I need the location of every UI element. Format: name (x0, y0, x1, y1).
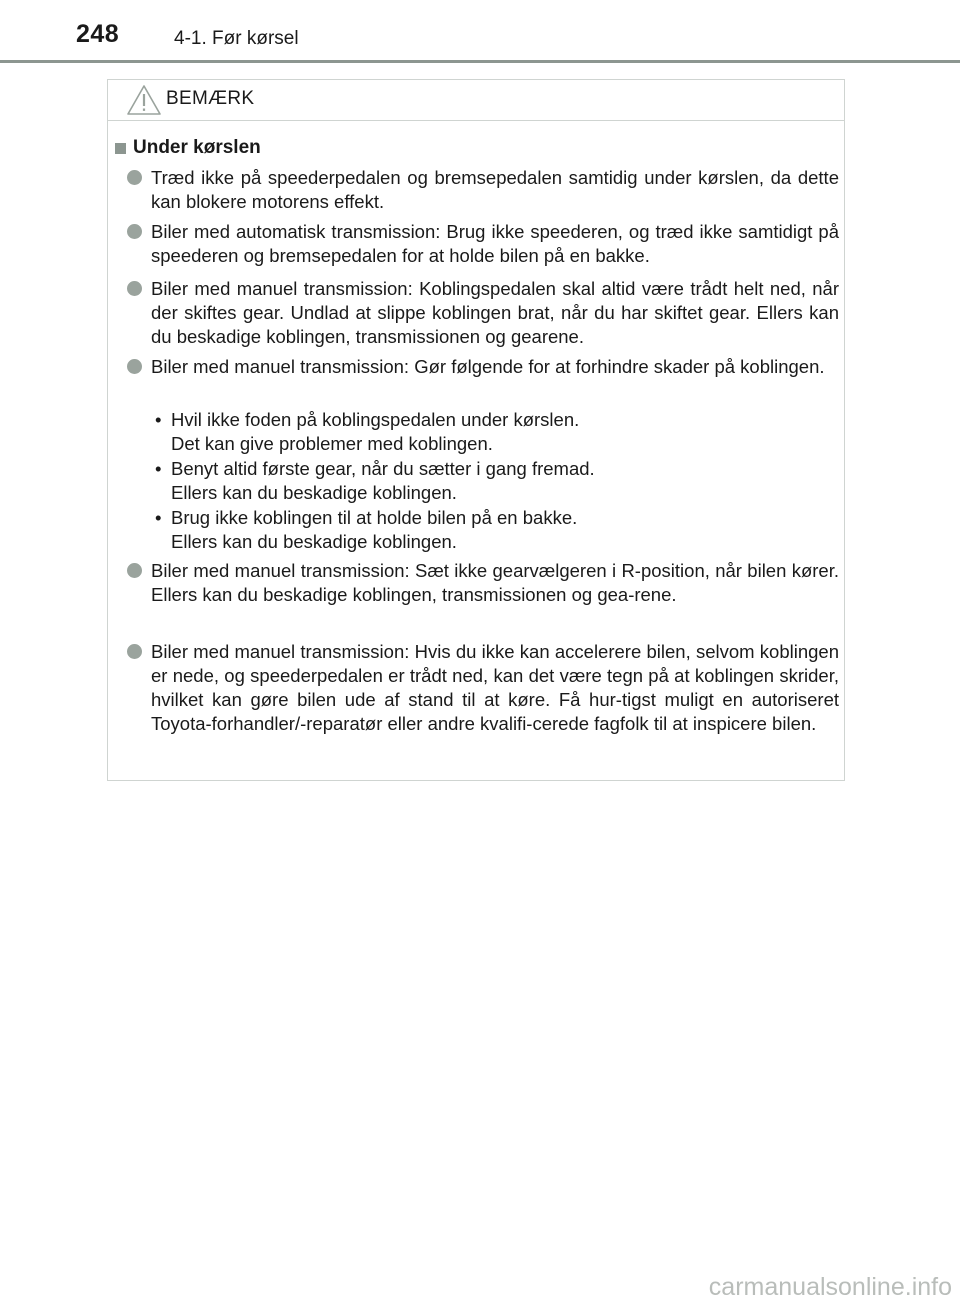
sub-item-line: Ellers kan du beskadige koblingen. (171, 531, 457, 552)
sub-item-line: Det kan give problemer med koblingen. (171, 433, 493, 454)
square-bullet-icon (115, 143, 126, 154)
list-item (151, 277, 839, 349)
sub-item-line: Brug ikke koblingen til at holde bilen på en bakke. (171, 507, 578, 528)
subheading (115, 137, 261, 159)
list-item-text: Biler med automatisk transmission: Brug ikke speederen, og træd ikke samtidigt på speederen og bremsepedalen for at holde bilen på en bakke. (151, 221, 839, 266)
list-item (151, 166, 839, 214)
sub-item-line: Benyt altid første gear, når du sætter i gang fremad. (171, 458, 595, 479)
section-title: 4-1. Før kørsel (174, 28, 299, 49)
sub-bullet-mark: • (155, 458, 162, 479)
sub-item-line: Ellers kan du beskadige koblingen. (171, 482, 457, 503)
subheading-text: Under kørslen (133, 137, 261, 158)
list-item (151, 559, 839, 607)
list-item-text: Biler med manuel transmission: Hvis du ikke kan accelerere bilen, selvom koblingen er nede, og speederpedalen er trådt ned, kan det være tegn på at koblingen skrider, hvilket kan gøre bilen ude af stand til at køre. Få hur-tigst muligt en autoriseret Toyota-forhandler/-reparatør eller andre kvalifi-cerede fagfolk til at inspicere bilen. (151, 641, 839, 734)
sub-list-item-text (171, 506, 831, 554)
list-item (151, 355, 839, 379)
page-number: 248 (76, 20, 120, 48)
bullet-dot-icon (127, 224, 142, 239)
list-item-text: Biler med manuel transmission: Koblingspedalen skal altid være trådt helt ned, når der skiftes gear. Undlad at slippe koblingen brat, når du har skiftet gear. Ellers kan du beskadige koblingen, transmissionen og gearene. (151, 278, 839, 347)
list-item (151, 640, 839, 736)
list-item-text: Biler med manuel transmission: Sæt ikke gearvælgeren i R-position, når bilen kører. Ellers kan du beskadige koblingen, transmissionen og gea-rene. (151, 560, 839, 605)
header-divider (0, 60, 960, 63)
notice-box (107, 79, 845, 781)
list-item (151, 220, 839, 268)
bullet-dot-icon (127, 359, 142, 374)
bullet-dot-icon (127, 281, 142, 296)
bullet-dot-icon (127, 644, 142, 659)
list-item-text: Træd ikke på speederpedalen og bremsepedalen samtidig under kørslen, da dette kan blokere motorens effekt. (151, 167, 839, 212)
notice-label: BEMÆRK (166, 88, 255, 109)
page-header (0, 0, 960, 64)
bullet-dot-icon (127, 170, 142, 185)
watermark: carmanualsonline.info (708, 1273, 952, 1301)
sub-item-line: Hvil ikke foden på koblingspedalen under kørslen. (171, 409, 580, 430)
list-item-text: Biler med manuel transmission: Gør følgende for at forhindre skader på koblingen. (151, 356, 825, 377)
warning-triangle-icon (126, 84, 162, 116)
sub-bullet-mark: • (155, 409, 162, 430)
sub-bullet-mark: • (155, 507, 162, 528)
bullet-dot-icon (127, 563, 142, 578)
sub-list-item-text (171, 408, 831, 456)
sub-list-item-text (171, 457, 831, 505)
notice-header (108, 80, 844, 121)
